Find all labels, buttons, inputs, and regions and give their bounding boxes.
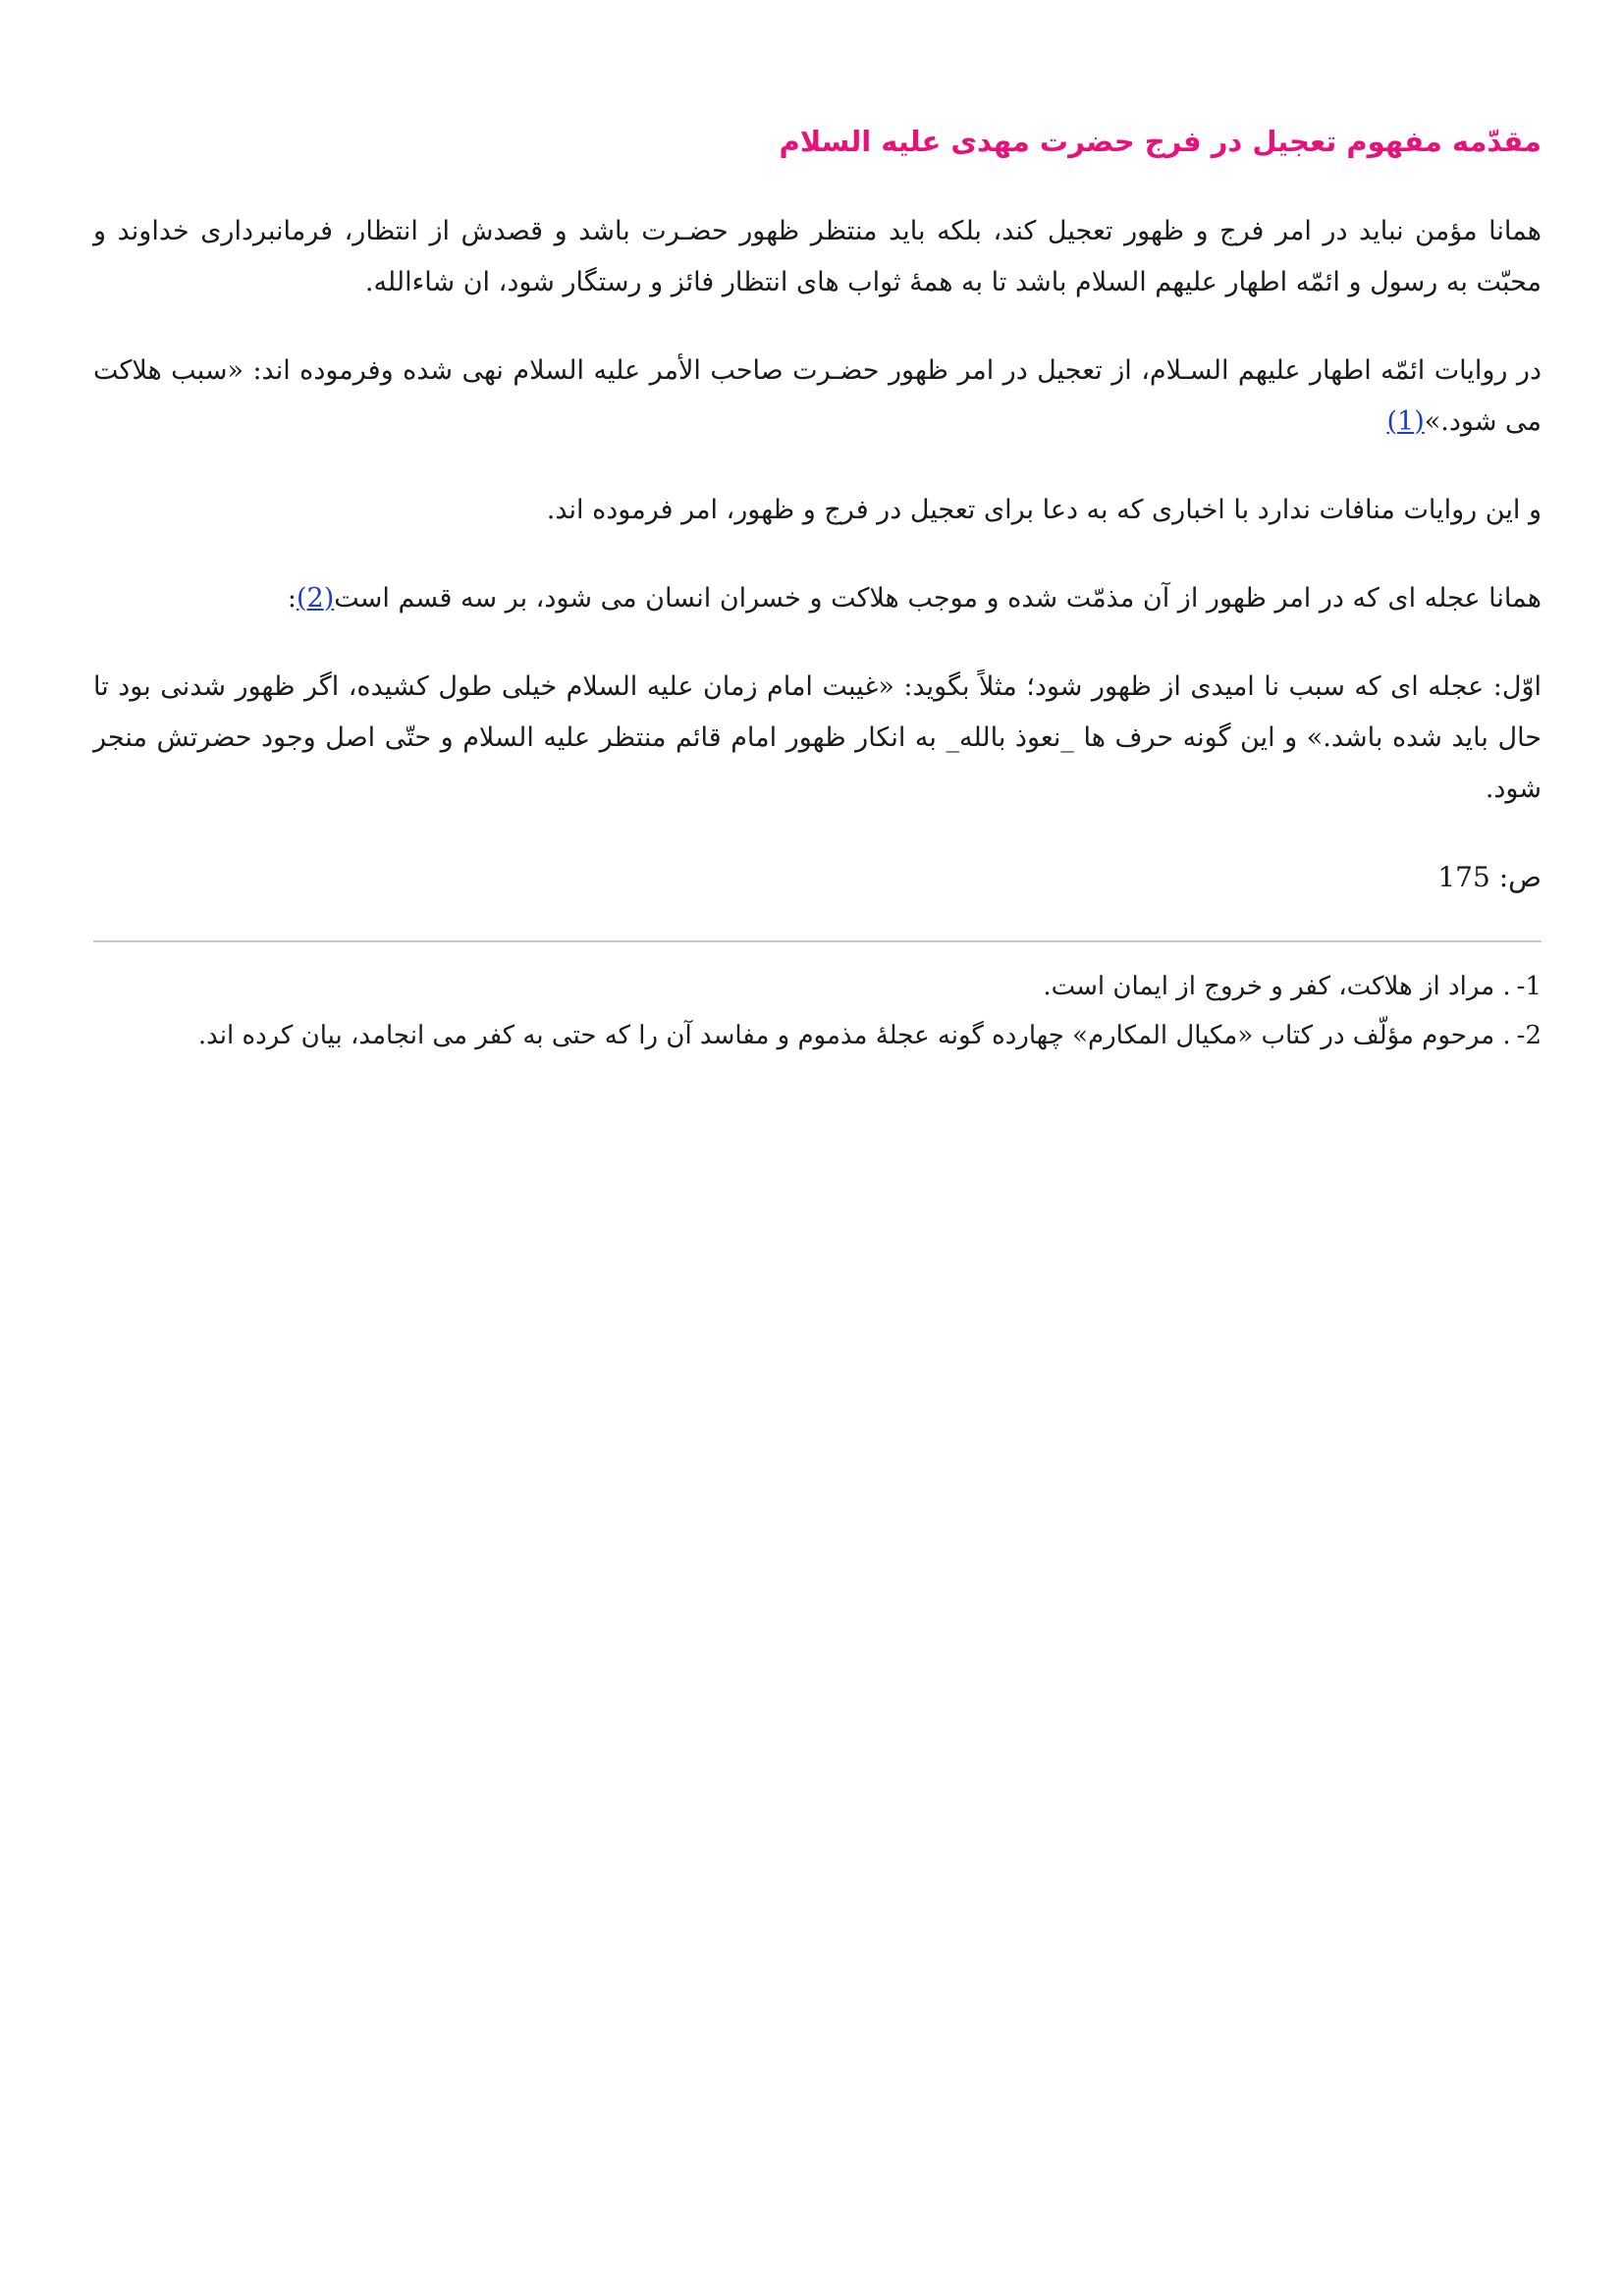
footnote-text: . مراد از هلاکت، کفر و خروج از ایمان است. bbox=[1043, 972, 1511, 1001]
paragraph-text: همانا عجله ای که در امر ظهور از آن مذمّت شده و موجب هلاکت و خسران انسان می شود، بر سه قسم است bbox=[334, 583, 1542, 614]
footnote-number: 1- bbox=[1516, 972, 1542, 1001]
paragraph-suffix: : bbox=[287, 583, 297, 614]
paragraph-4 bbox=[93, 573, 1542, 624]
paragraph-text: در روایات ائمّه اطهار علیهم السـلام، از تعجیل در امر ظهور حضـرت صاحب الأمر علیه السلام نهی شده وفرموده اند: «سبب هلاکت می شود.» bbox=[93, 355, 1542, 437]
footnote-link-2[interactable]: (2) bbox=[296, 583, 335, 614]
footnote-divider bbox=[93, 940, 1542, 942]
footnote-1 bbox=[93, 962, 1542, 1011]
document-page bbox=[93, 108, 1542, 1060]
paragraph-1 bbox=[93, 206, 1542, 308]
footnote-text: . مرحوم مؤلّف در کتاب «مکیال المکارم» چهارده گونه عجلهٔ مذموم و مفاسد آن را که حتی به کفر می انجامد، بیان کرده اند. bbox=[197, 1021, 1511, 1050]
footnote-2 bbox=[93, 1011, 1542, 1060]
paragraph-3 bbox=[93, 485, 1542, 536]
footnote-number: 2- bbox=[1516, 1021, 1542, 1050]
paragraph-text: و این روایات منافات ندارد با اخباری که به دعا برای تعجیل در فرج و ظهور، امر فرموده اند. bbox=[546, 495, 1542, 525]
footnote-link-1[interactable]: (1) bbox=[1386, 406, 1425, 437]
paragraph-2 bbox=[93, 346, 1542, 448]
paragraph-text: اوّل: عجله ای که سبب نا امیدی از ظهور شود؛ مثلاً بگوید: «غیبت امام زمان علیه السلام خیلی طول کشیده، اگر ظهور شدنی بود تا حال باید شده باشد.» و این گونه حرف ها _نعوذ بالله_ به انکار ظهور امام قائم منتظر علیه السلام و حتّی اصل وجود حضرتش منجر شود. bbox=[93, 671, 1542, 804]
paragraph-text: همانا مؤمن نباید در امر فرج و ظهور تعجیل کند، بلکه باید منتظر ظهور حضـرت باشد و قصدش از انتظار، فرمانبرداری خداوند و محبّت به رسول و ائمّه اطهار علیهم السلام باشد تا به همهٔ ثواب های انتظار فائز و رستگار شود، ان شاءالله. bbox=[93, 216, 1542, 297]
page-number: ص: 175 bbox=[1437, 861, 1542, 893]
section-heading: مقدّمه مفهوم تعجیل در فرج حضرت مهدی علیه السلام bbox=[779, 125, 1542, 158]
paragraph-5 bbox=[93, 662, 1542, 815]
